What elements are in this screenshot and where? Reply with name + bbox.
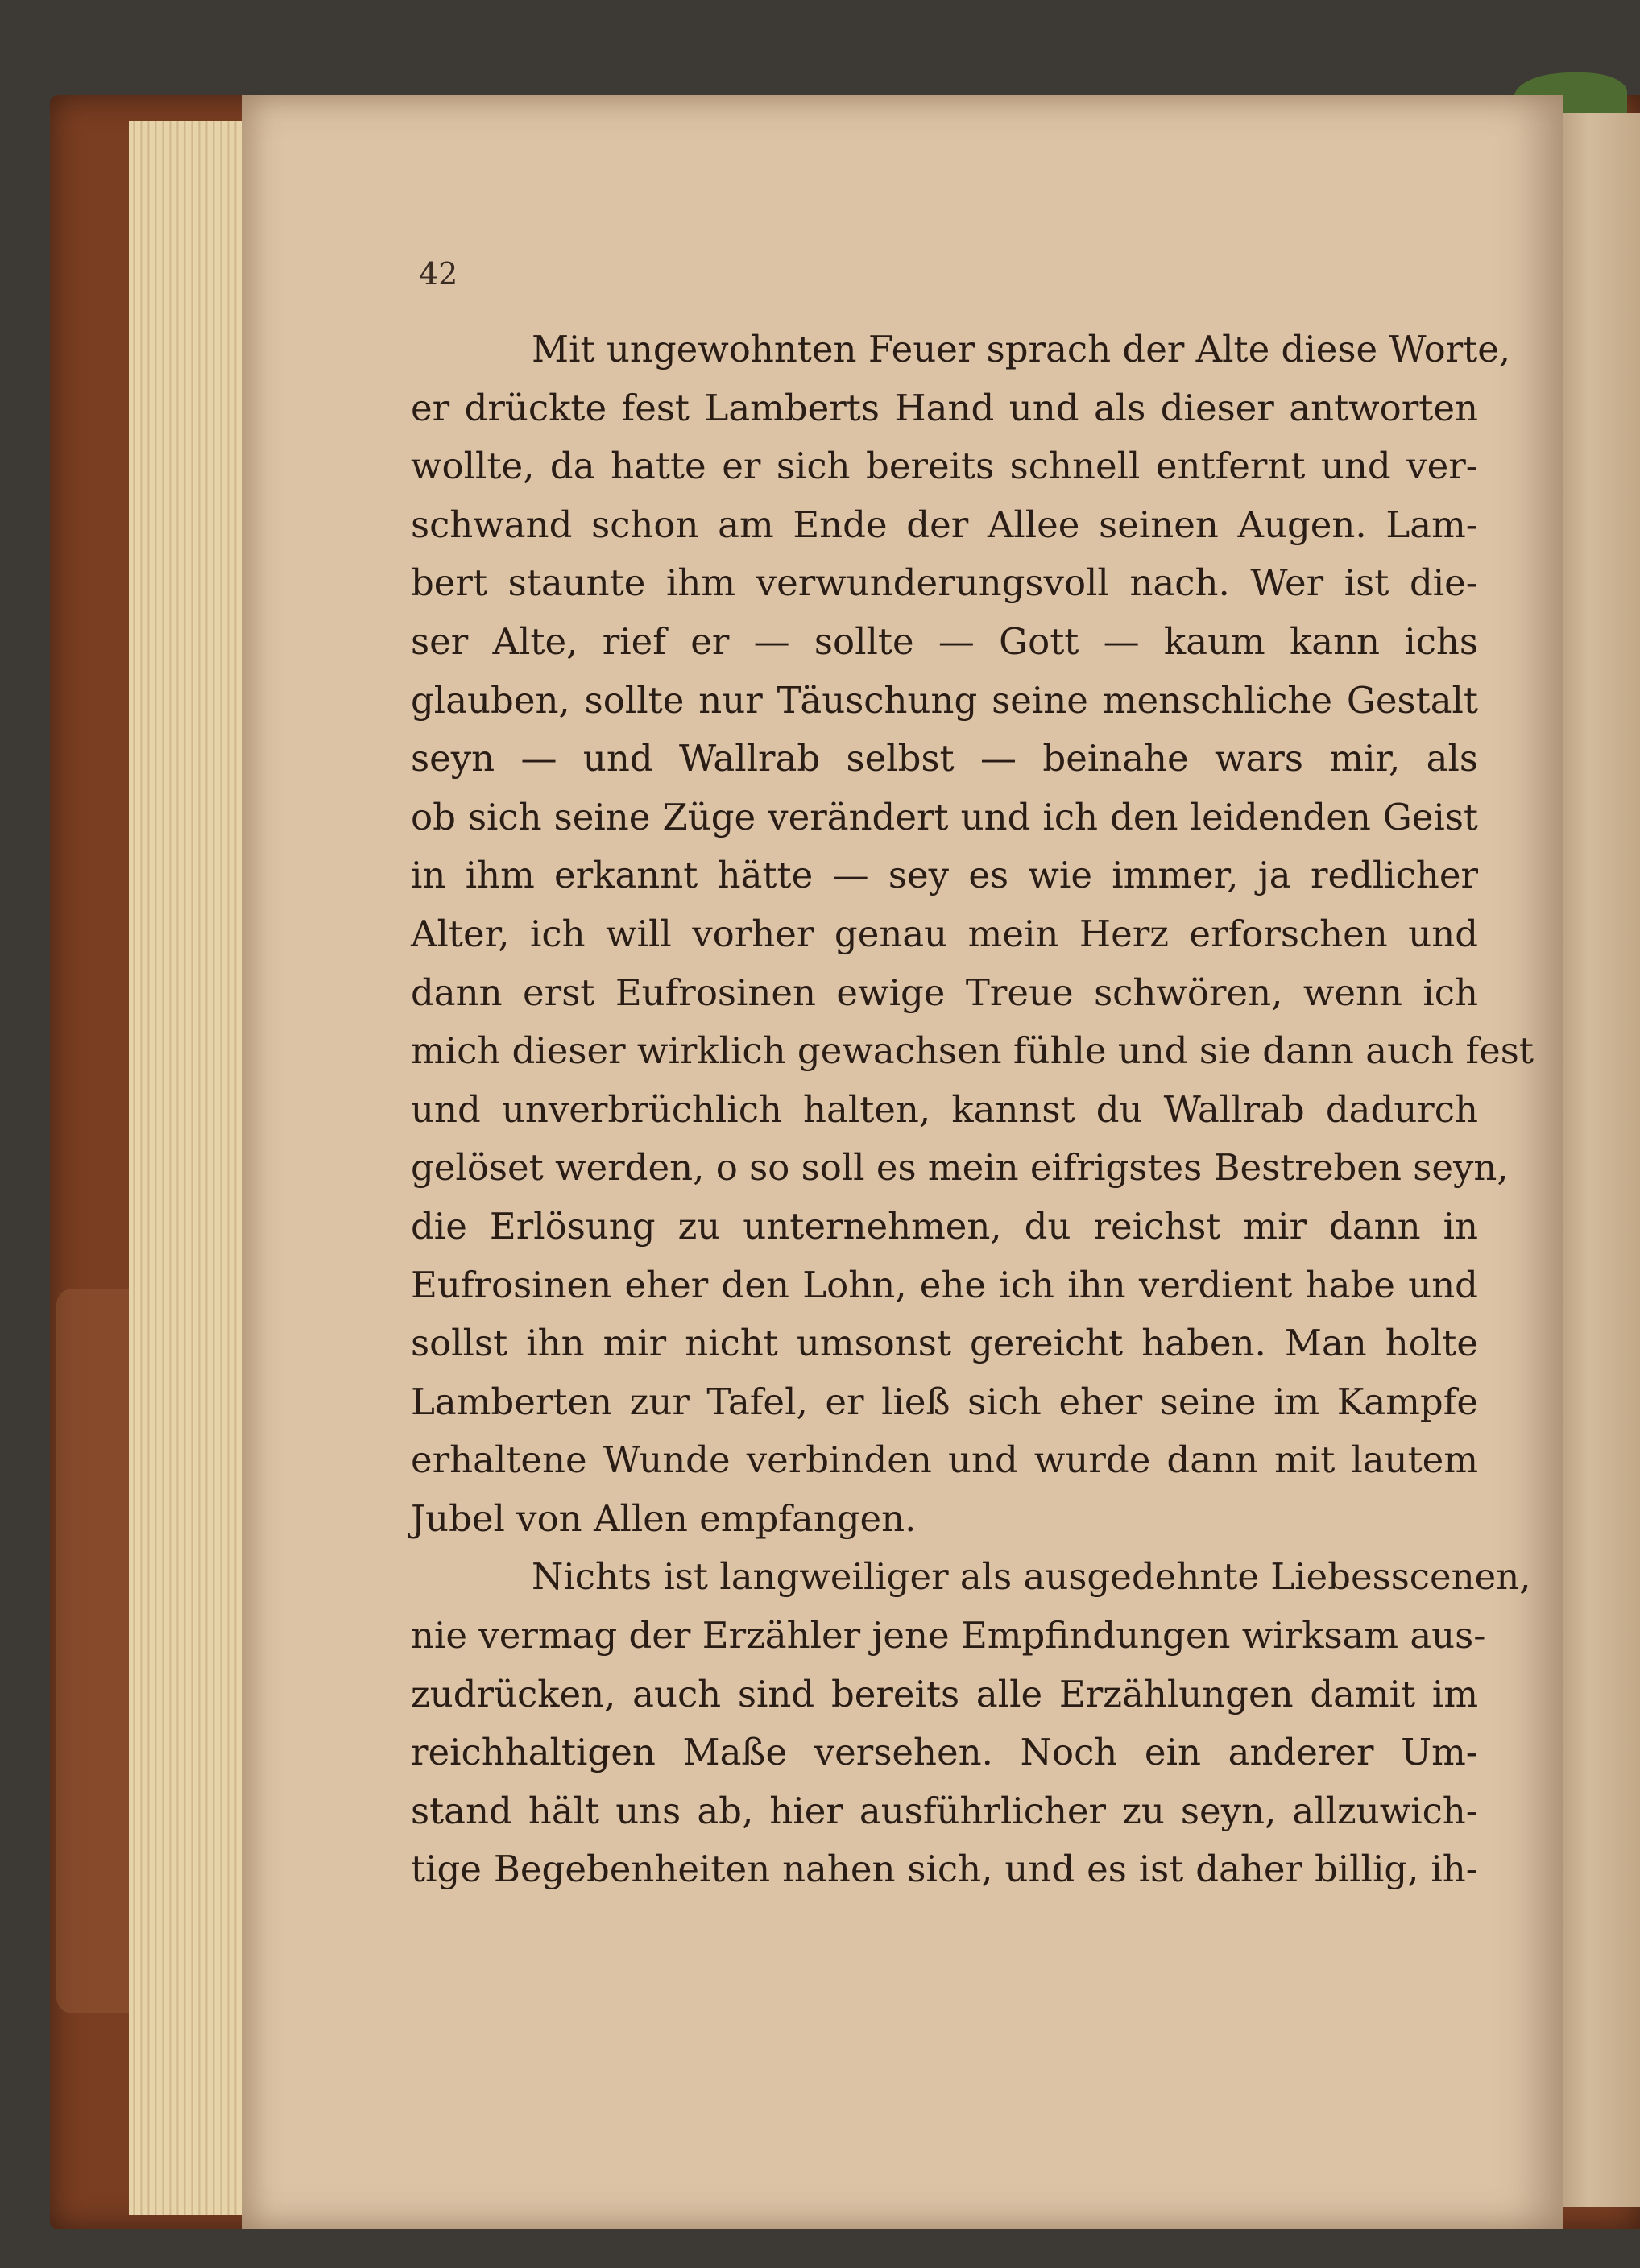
text-line: nie vermag der Erzähler jene Empfindungen wirksam aus- <box>411 1614 1486 1658</box>
paragraph-2 <box>411 1548 1531 1899</box>
text-line: dann erst Eufrosinen ewige Treue schwören, wenn ich <box>411 971 1478 1014</box>
page-edges <box>129 121 250 2215</box>
body-text <box>411 321 1534 1899</box>
text-line: erhaltene Wunde verbinden und wurde dann mit lautem <box>411 1438 1478 1482</box>
text-line: reichhaltigen Maße versehen. Noch ein anderer Um- <box>411 1731 1478 1774</box>
text-line: mich dieser wirklich gewachsen fühle und sie dann auch fest <box>411 1029 1534 1073</box>
text-line: er drückte fest Lamberts Hand und als dieser antworten <box>411 386 1478 429</box>
facing-page-edge <box>1555 113 1640 2207</box>
text-line: und unverbrüchlich halten, kannst du Wallrab dadurch <box>411 1087 1478 1131</box>
text-line: bert staunte ihm verwunderungsvoll nach. Wer ist die- <box>411 561 1478 605</box>
text-line: ob sich seine Züge verändert und ich den leidenden Geist <box>411 795 1478 838</box>
text-line: gelöset werden, o so soll es mein eifrigstes Bestreben seyn, <box>411 1146 1509 1190</box>
text-line: Alter, ich will vorher genau mein Herz erforschen und <box>411 912 1478 955</box>
text-line: schwand schon am Ende der Allee seinen Augen. Lam- <box>411 503 1478 546</box>
text-line: Mit ungewohnten Feuer sprach der Alte diese Worte, <box>532 328 1511 370</box>
text-line: die Erlösung zu unternehmen, du reichst mir dann in <box>411 1204 1478 1248</box>
text-line: wollte, da hatte er sich bereits schnell entfernt und ver- <box>411 445 1478 488</box>
text-line: glauben, sollte nur Täuschung seine menschliche Gestalt <box>411 678 1478 722</box>
text-line: Nichts ist langweiliger als ausgedehnte Liebesscenen, <box>532 1555 1531 1599</box>
text-line: zudrücken, auch sind bereits alle Erzählungen damit im <box>411 1672 1478 1715</box>
text-line: Jubel von Allen empfangen. <box>411 1496 917 1540</box>
text-line: seyn — und Wallrab selbst — beinahe wars mir, als <box>411 737 1478 780</box>
paragraph-1 <box>411 321 1534 1548</box>
text-line: stand hält uns ab, hier ausführlicher zu seyn, allzuwich- <box>411 1789 1478 1832</box>
page-number: 42 <box>419 256 458 292</box>
text-line: Lamberten zur Tafel, er ließ sich eher seine im Kampfe <box>411 1380 1478 1423</box>
text-line: in ihm erkannt hätte — sey es wie immer, ja redlicher <box>411 854 1478 897</box>
text-line: ser Alte, rief er — sollte — Gott — kaum kann ichs <box>411 619 1478 663</box>
text-line: sollst ihn mir nicht umsonst gereicht haben. Man holte <box>411 1322 1478 1365</box>
text-line: Eufrosinen eher den Lohn, ehe ich ihn verdient habe und <box>411 1263 1478 1306</box>
text-line: tige Begebenheiten nahen sich, und es ist daher billig, ih- <box>411 1848 1478 1891</box>
